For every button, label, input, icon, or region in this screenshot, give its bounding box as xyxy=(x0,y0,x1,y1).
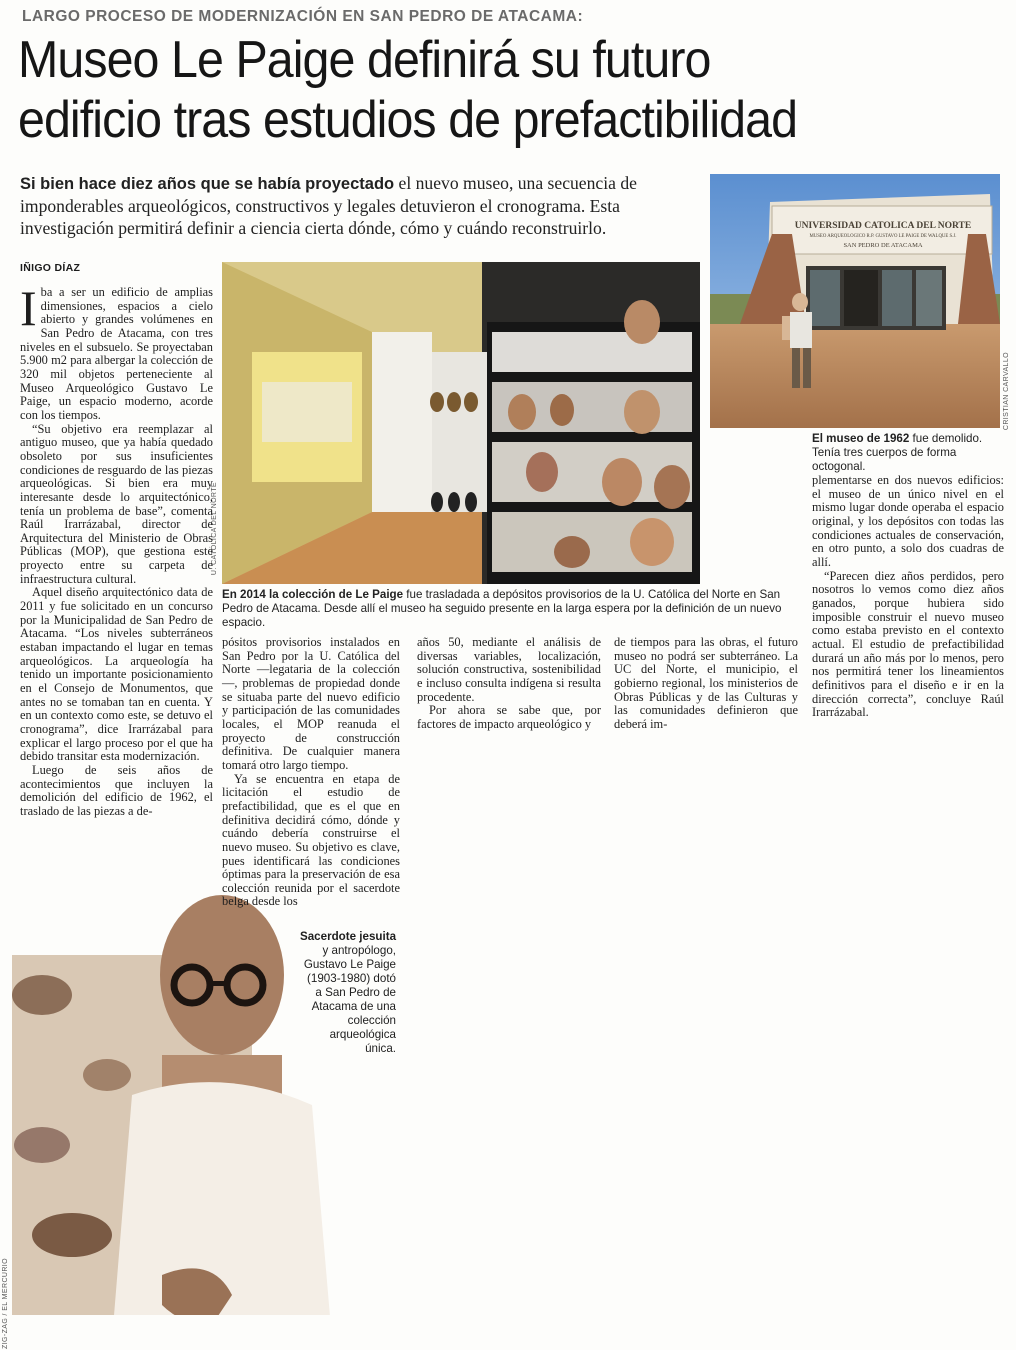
byline: IÑIGO DÍAZ xyxy=(20,262,81,274)
museum-exterior-photo xyxy=(710,174,1000,428)
body-column-5 xyxy=(812,474,1004,720)
exterior-photo-credit: CRISTIAN CARVALLO xyxy=(1003,352,1010,431)
exterior-caption-lead: El museo de 1962 xyxy=(812,432,910,445)
exterior-sign-line-3: SAN PEDRO DE ATACAMA xyxy=(843,242,923,249)
dropcap: I xyxy=(20,280,37,336)
portrait-caption-rest: y antropólogo, Gustavo Le Paige (1903-1980) dotó a San Pedro de Atacama de una colección arqueológica única. xyxy=(303,944,396,1055)
dek xyxy=(20,172,708,239)
interior-photo-caption xyxy=(222,588,802,630)
body-column-1 xyxy=(20,280,213,819)
body-col1-p4: Luego de seis años de acontecimientos que incluyen la demolición del edificio de 1962, el traslado de las piezas a de- xyxy=(20,762,213,818)
body-column-2 xyxy=(222,636,400,909)
body-col5-p2: “Parecen diez años perdidos, pero nosotros lo vemos como diez años ganados, porque hubiera sido imposible construir el nuevo museo como estaba previsto en el contexto actual. El estudio de prefactibilidad durará un año más por lo menos, pero nos permitirá tener los lineamientos definitivos para el diseño e ir en la dirección correcta”, concluye Raúl Irarrázabal. xyxy=(812,568,1004,720)
body-col1-p1: Iba a ser un edificio de amplias dimensiones, espacios a cielo abierto y grandes volúmenes en San Pedro de Atacama, con tres niveles en el subsuelo. Se proyectaban 5.900 m2 para albergar la colección de 320 mil objetos perteneciente al Museo Arqueológico Gustavo Le Paige, un espacio moderno, acorde con los tiempos. xyxy=(20,280,213,422)
kicker: LARGO PROCESO DE MODERNIZACIÓN EN SAN PEDRO DE ATACAMA: xyxy=(22,8,584,25)
museum-exterior-illustration xyxy=(710,174,1000,428)
exterior-caption-rest: fue demolido. Tenía tres cuerpos de forma octogonal. xyxy=(812,432,983,473)
exterior-sign-line-2: MUSEO ARQUEOLOGICO R.P. GUSTAVO LE PAIGE DE WALQUE S.J. xyxy=(809,234,957,239)
body-col2-p1: pósitos provisorios instalados en San Pedro por la U. Católica del Norte —legataria de la colección—, problemas de propiedad donde se situaba parte del nuevo edificio y participación de las comunidades locales, el MOP reanuda el proyecto de construcción definitiva. De cualquier manera tomará otro largo tiempo. xyxy=(222,635,400,772)
headline xyxy=(18,30,1008,150)
interior-caption-lead: En 2014 la colección de Le Paige xyxy=(222,588,404,601)
museum-interior-photo xyxy=(222,262,700,584)
dek-rest: el nuevo museo, una secuencia de imponderables arqueológicos, constructivos y legales detuvieron el cronograma. Esta investigación permitirá definir a ciencia cierta dónde, cómo y cuándo reconstruirlo. xyxy=(20,173,637,238)
body-col3-p2: Por ahora se sabe que, por factores de impacto arqueológico y xyxy=(417,703,601,731)
body-col1-p3: Aquel diseño arquitectónico data de 2011 y fue solicitado en un concurso por la Municipalidad de San Pedro de Atacama. “Los niveles subterráneos estaban impactando el lugar en temas arqueológicos. La arqueología ha tenido un importante posicionamiento en el Consejo de Monumentos, que antes no se tomaban tan en cuenta. Y en un contexto como este, se detuvo el cronograma”, dice Irarrázabal para explicar el largo proceso por el que ha debido transitar esta modernización. xyxy=(20,585,213,764)
portrait-photo-credit: ZIG-ZAG / EL MERCURIO xyxy=(2,1258,9,1349)
portrait-caption-lead: Sacerdote jesuita xyxy=(300,930,397,943)
exterior-photo-caption xyxy=(812,432,1004,474)
exterior-sign-line-1: UNIVERSIDAD CATOLICA DEL NORTE xyxy=(794,221,972,231)
body-col2-p2: Ya se encuentra en etapa de licitación el estudio de prefactibilidad, que es el que en definitiva decidirá cómo, dónde y cuándo debería construirse el nuevo museo. Su objetivo es clave, pues identificará las condiciones óptimas para la preservación de esa colección reunida por el sacerdote belga desde los xyxy=(222,771,400,909)
body-col4-p1: de tiempos para las obras, el futuro museo no podrá ser subterráneo. La UC del Norte, el municipio, el gobierno regional, los ministerios de Obras Públicas y de las Culturas y las comunidades definieron que deberá im- xyxy=(614,635,798,731)
museum-interior-illustration xyxy=(222,262,700,584)
interior-caption-rest: fue trasladada a depósitos provisorios de la U. Católica del Norte en San Pedro de Atacama. Desde allí el museo ha seguido presente en la larga espera por la definición de un nuevo espacio. xyxy=(222,588,782,629)
body-column-4 xyxy=(614,636,798,732)
body-col3-p1: años 50, mediante el análisis de diversas variables, localización, solución constructiva, sostenibilidad e incluso consulta indígena si resulta procedente. xyxy=(417,635,601,704)
interior-photo-credit: U. CATÓLICA DEL NORTE xyxy=(211,482,218,576)
body-col5-p1: plementarse en dos nuevos edificios: el museo de un único nivel en el mismo lugar donde operaba el espacio original, y los depósitos con todas las condiciones actuales de conservación, en otro punto, a solo dos cuadras de allí. xyxy=(812,473,1004,569)
body-col1-p2: “Su objetivo era reemplazar al antiguo museo, que ya había quedado obsoleto por sus insuficientes condiciones de resguardo de las piezas arqueológicas. Si bien era muy interesante desde lo arquitectónico, tenía un problema de base”, comenta Raúl Irarrázabal, director de Arquitectura del Ministerio de Obras Públicas (MOP), que gestiona este proyecto entre su carpeta de infraestructura cultural. xyxy=(20,421,213,586)
headline-line-1: Museo Le Paige definirá su futuro xyxy=(18,31,711,89)
dek-lead: Si bien hace diez años que se había proyectado xyxy=(20,175,395,193)
portrait-caption xyxy=(300,930,396,1056)
headline-line-2: edificio tras estudios de prefactibilidad xyxy=(18,91,798,149)
body-column-3 xyxy=(417,636,601,732)
